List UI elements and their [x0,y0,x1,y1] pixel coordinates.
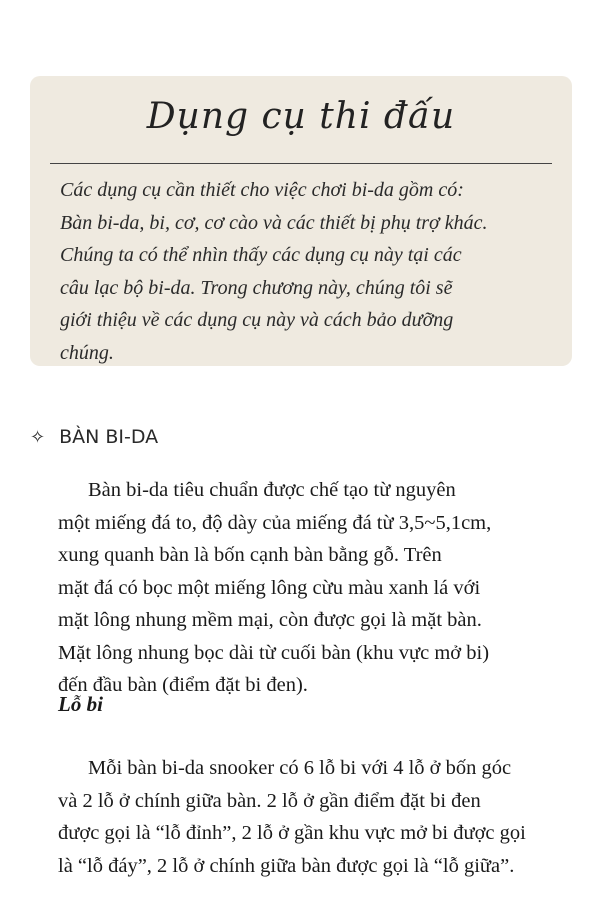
paragraph-line: đến đầu bàn (điểm đặt bi đen). [58,674,308,696]
paragraph-line: mặt lông nhung mềm mại, còn được gọi là mặt bàn. [58,609,482,631]
intro-line: giới thiệu về các dụng cụ này và cách bảo dưỡng [60,309,454,331]
paragraph-line: là “lỗ đáy”, 2 lỗ ở chính giữa bàn được gọi là “lỗ giữa”. [58,854,515,877]
chapter-intro-box [30,76,572,366]
paragraph-line: Mặt lông nhung bọc dài từ cuối bàn (khu vực mở bi) [58,641,490,664]
intro-line: Các dụng cụ cần thiết cho việc chơi bi-da gồm có: [60,179,464,201]
title-divider [50,163,552,164]
paragraph-pockets [58,752,570,882]
chapter-title: Dụng cụ thi đấu [146,96,456,137]
subheading-pockets: Lỗ bi [58,692,103,716]
paragraph-line: Bàn bi-da tiêu chuẩn được chế tạo từ nguyên [88,479,456,501]
intro-line: chúng. [60,341,114,364]
section-heading [30,426,158,448]
paragraph-line: và 2 lỗ ở chính giữa bàn. 2 lỗ ở gần điểm đặt bi đen [58,789,481,812]
intro-line: Chúng ta có thể nhìn thấy các dụng cụ này tại các [60,244,462,266]
chapter-intro-text [60,174,550,369]
paragraph-line: xung quanh bàn là bốn cạnh bàn bằng gỗ. Trên [58,544,442,566]
intro-line: câu lạc bộ bi-da. Trong chương này, chúng tôi sẽ [60,276,453,299]
paragraph-line: một miếng đá to, độ dày của miếng đá từ 3,5~5,1cm, [58,511,492,534]
paragraph-line: được gọi là “lỗ đỉnh”, 2 lỗ ở gần khu vực mở bi được gọi [58,822,526,844]
paragraph-billiard-table [58,474,570,702]
diamond-bullet-icon: ✧ [30,427,46,448]
paragraph-line: mặt đá có bọc một miếng lông cừu màu xanh lá với [58,576,481,599]
paragraph-line: Mỗi bàn bi-da snooker có 6 lỗ bi với 4 lỗ ở bốn góc [88,757,512,779]
intro-line: Bàn bi-da, bi, cơ, cơ cào và các thiết bị phụ trợ khác. [60,211,488,234]
section-heading-text: BÀN BI-DA [59,426,159,448]
